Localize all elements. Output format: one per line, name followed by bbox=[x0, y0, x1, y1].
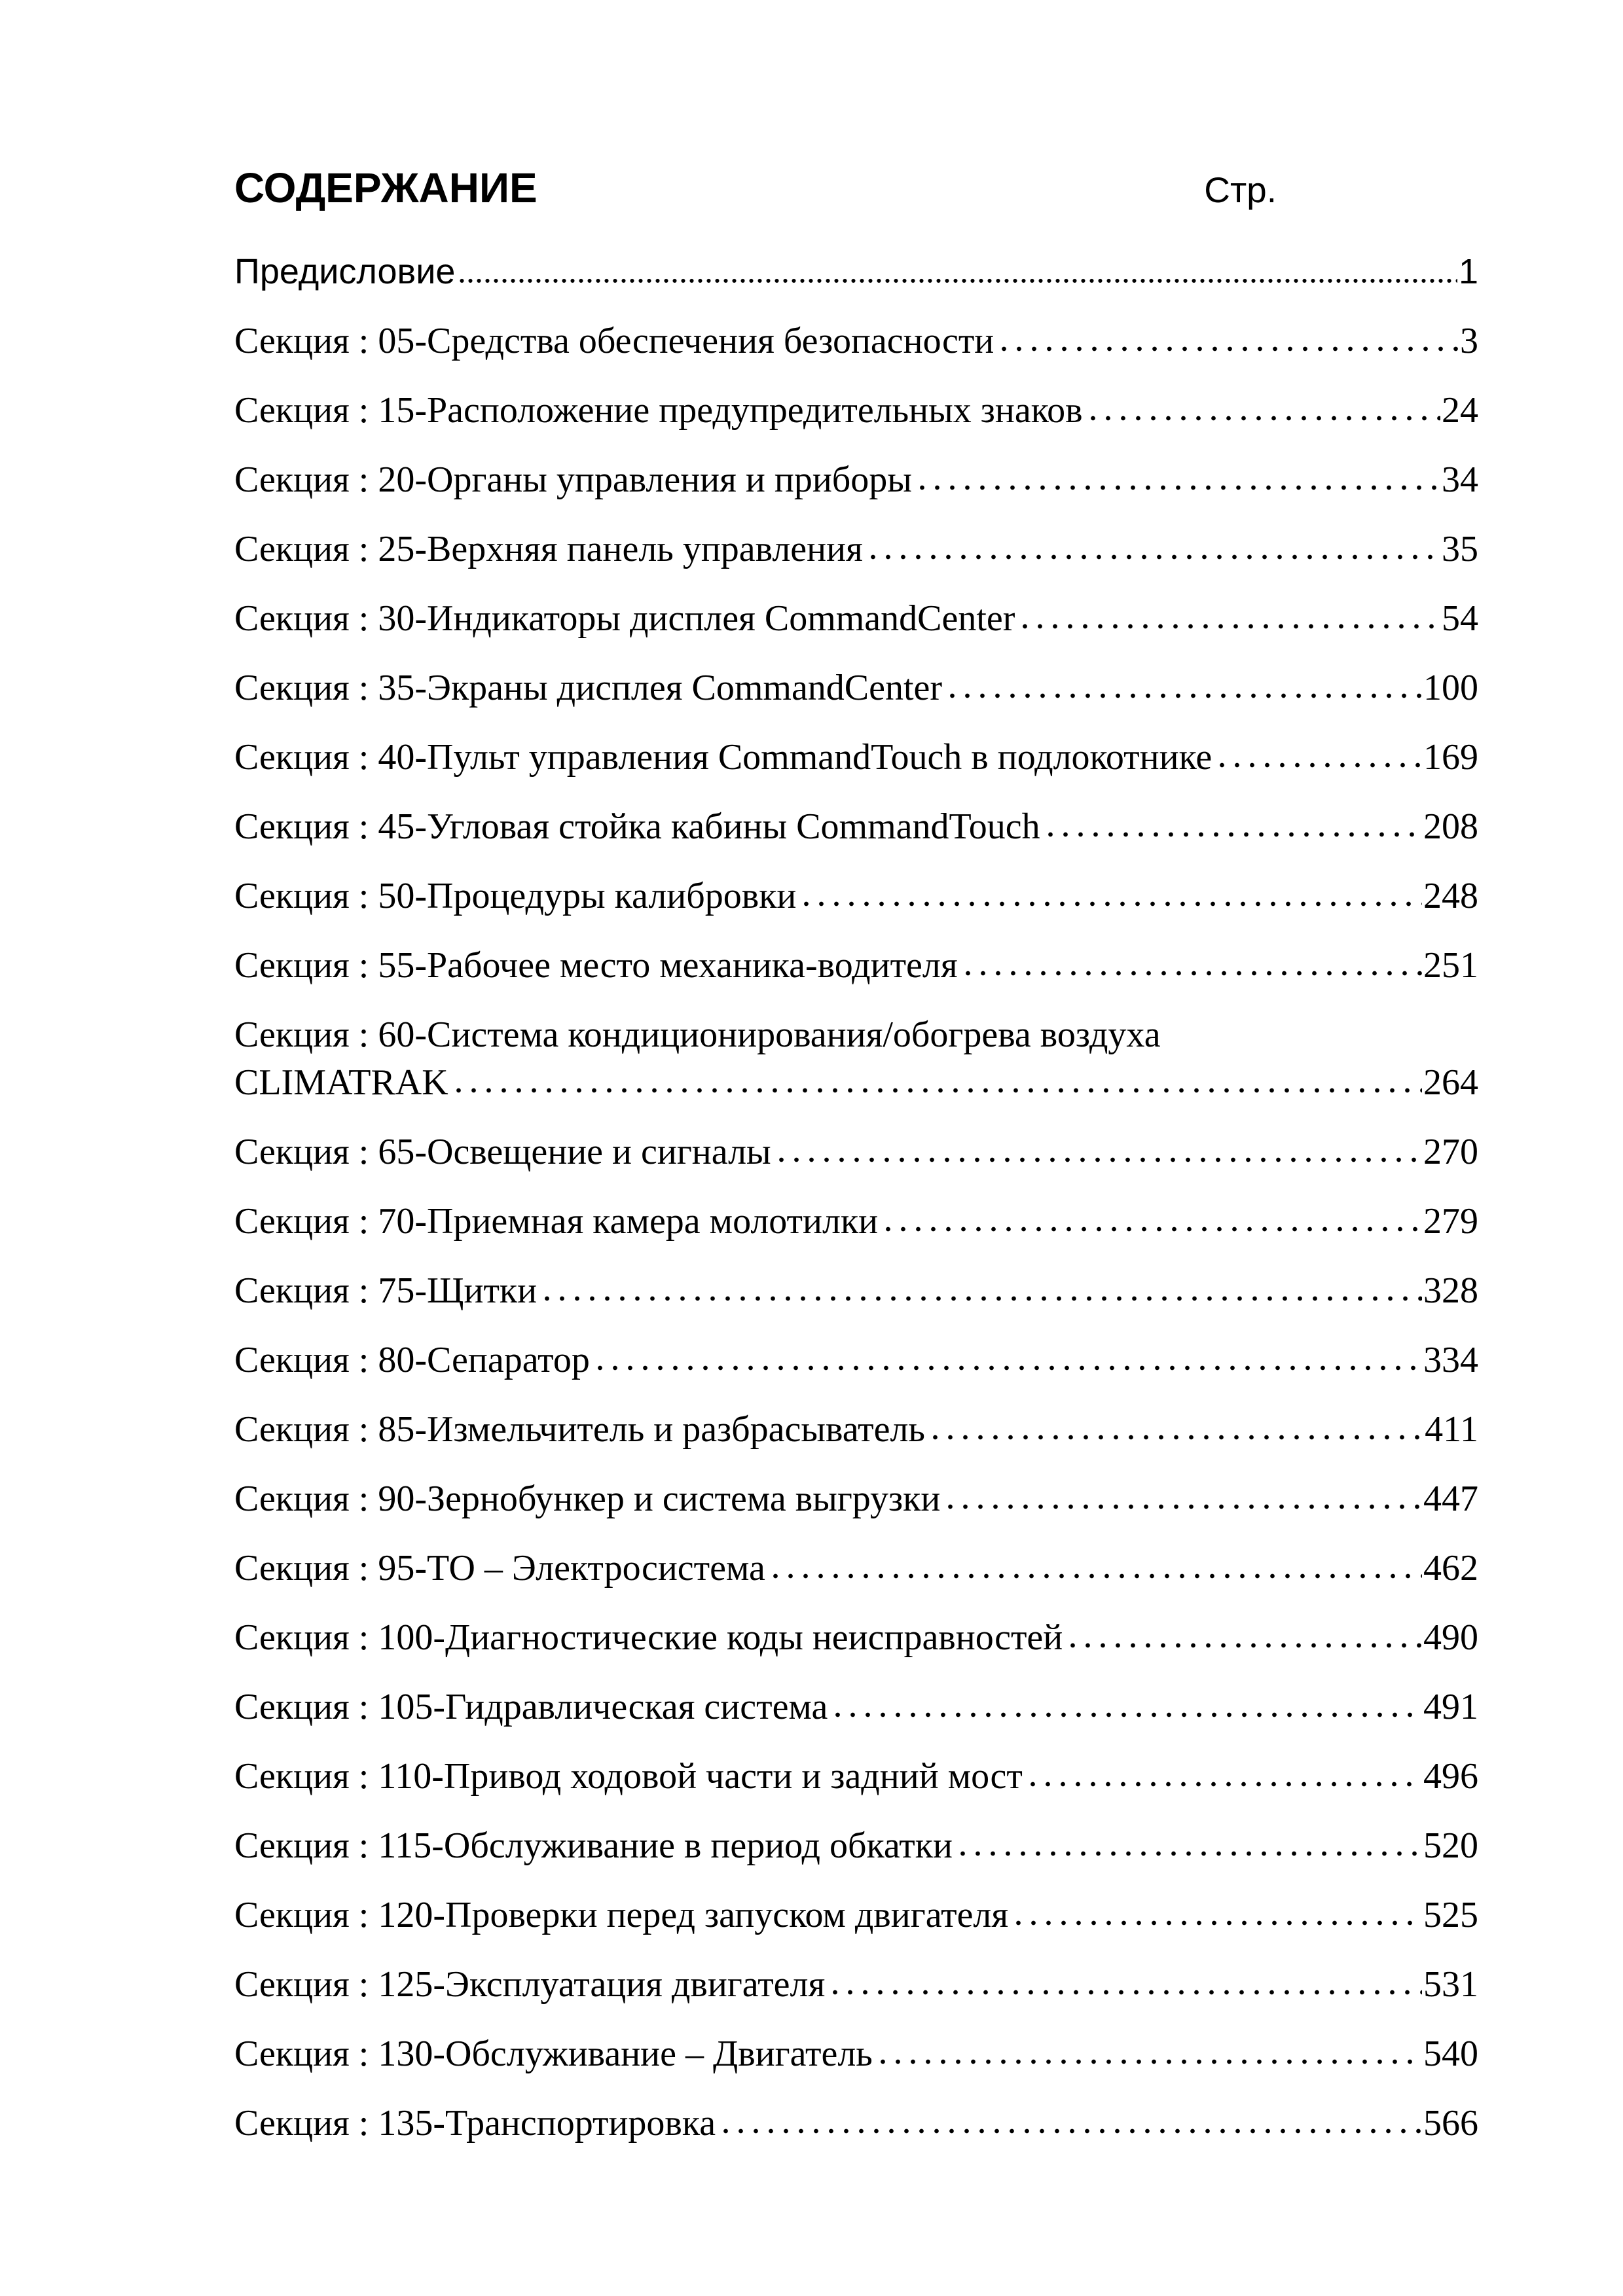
toc-entry bbox=[234, 1342, 1478, 1379]
toc-entry-page: 328 bbox=[1423, 1270, 1478, 1311]
toc-entry-title: Секция : 130-Обслуживание – Двигатель bbox=[234, 2034, 873, 2074]
toc-entry-page: 248 bbox=[1423, 876, 1478, 916]
toc-entry-title: Секция : 15-Расположение предупредительных знаков bbox=[234, 390, 1083, 431]
toc-entry-title: Секция : 30-Индикаторы дисплея CommandCenter bbox=[234, 598, 1015, 639]
toc-entry bbox=[234, 1689, 1478, 1726]
toc-entry bbox=[234, 2036, 1478, 2073]
toc-entry-title: Секция : 120-Проверки перед запуском двигателя bbox=[234, 1895, 1009, 1935]
toc-entry-page: 3 bbox=[1460, 321, 1478, 361]
toc-entry-page: 525 bbox=[1423, 1895, 1478, 1935]
toc-entry-title: Предисловие bbox=[234, 252, 456, 291]
dot-leader bbox=[1017, 622, 1440, 630]
dot-leader bbox=[943, 1503, 1422, 1511]
toc-entry bbox=[234, 1203, 1478, 1240]
toc-entry-page: 279 bbox=[1423, 1201, 1478, 1242]
page-title: СОДЕРЖАНИЕ bbox=[234, 164, 538, 211]
dot-leader bbox=[828, 1988, 1422, 1996]
dot-leader bbox=[539, 1295, 1422, 1302]
dot-leader bbox=[996, 345, 1459, 353]
dot-leader bbox=[881, 1225, 1422, 1233]
toc-entry-page: 334 bbox=[1423, 1340, 1478, 1380]
dot-leader bbox=[1025, 1780, 1422, 1788]
toc-entry bbox=[234, 1619, 1478, 1657]
dot-leader bbox=[875, 2058, 1422, 2066]
toc-entry bbox=[234, 2105, 1478, 2142]
toc-entry-page: 54 bbox=[1442, 598, 1478, 639]
dot-leader bbox=[915, 484, 1440, 492]
toc-entry bbox=[234, 392, 1478, 429]
toc-entry bbox=[234, 1480, 1478, 1518]
toc-entry-title: Секция : 85-Измельчитель и разбрасыватель bbox=[234, 1409, 925, 1450]
dot-leader bbox=[1065, 1641, 1422, 1649]
toc-entry-title: Секция : 65-Освещение и сигналы bbox=[234, 1132, 771, 1172]
toc-entry-title: Секция : 25-Верхняя панель управления bbox=[234, 529, 863, 569]
toc-entry-page: 24 bbox=[1442, 390, 1478, 431]
toc-entry-title: Секция : 40-Пульт управления CommandTouch в подлокотнике bbox=[234, 737, 1213, 778]
toc-entry-title: Секция : 75-Щитки bbox=[234, 1270, 538, 1311]
toc-entry bbox=[234, 1134, 1478, 1171]
toc-entry-title: Секция : 125-Эксплуатация двигателя bbox=[234, 1964, 826, 2005]
toc-entry-page: 270 bbox=[1423, 1132, 1478, 1172]
dot-leader bbox=[1214, 761, 1422, 769]
toc-entry-title: Секция : 45-Угловая стойка кабины CommandTouch bbox=[234, 806, 1040, 847]
toc-entry bbox=[234, 1897, 1478, 1934]
toc-entry bbox=[234, 878, 1478, 915]
toc-entry bbox=[234, 323, 1478, 360]
toc-entry-page: 462 bbox=[1423, 1548, 1478, 1588]
toc-entry bbox=[234, 461, 1478, 499]
toc-entry-title: CLIMATRAK bbox=[234, 1062, 448, 1103]
toc-entry-title: Секция : 115-Обслуживание в период обкатки bbox=[234, 1825, 953, 1866]
toc-entry bbox=[234, 531, 1478, 568]
dot-leader bbox=[960, 969, 1422, 977]
dot-leader bbox=[955, 1850, 1422, 1857]
dot-leader bbox=[768, 1572, 1422, 1580]
toc-entry-title: Секция : 55-Рабочее место механика-водителя bbox=[234, 945, 958, 986]
toc-entry bbox=[234, 1016, 1478, 1054]
toc-entry-page: 251 bbox=[1423, 945, 1478, 986]
toc-entry-title: Секция : 105-Гидравлическая система bbox=[234, 1687, 828, 1727]
toc-entry-title: Секция : 35-Экраны дисплея CommandCenter bbox=[234, 668, 943, 708]
toc-entry-page: 491 bbox=[1423, 1687, 1478, 1727]
toc-entry-title: Секция : 20-Органы управления и приборы bbox=[234, 459, 912, 500]
toc-entry-preface bbox=[234, 253, 1478, 291]
page-column-label: Стр. bbox=[1204, 170, 1277, 210]
toc-entry-page: 208 bbox=[1423, 806, 1478, 847]
toc-entry-page: 411 bbox=[1425, 1409, 1478, 1450]
toc-entry-page: 447 bbox=[1423, 1479, 1478, 1519]
toc-header bbox=[234, 164, 1478, 214]
toc-entry bbox=[234, 947, 1478, 984]
toc-entry-title: Секция : 135-Транспортировка bbox=[234, 2103, 716, 2144]
dot-leader bbox=[928, 1433, 1423, 1441]
toc-entry-page: 35 bbox=[1442, 529, 1478, 569]
dot-leader bbox=[593, 1364, 1422, 1372]
toc-entry bbox=[234, 739, 1478, 776]
toc-entry-page: 1 bbox=[1458, 252, 1478, 291]
dot-leader bbox=[1043, 831, 1422, 838]
toc-entry bbox=[234, 1758, 1478, 1795]
toc-entry bbox=[234, 1550, 1478, 1587]
toc-entry bbox=[234, 1827, 1478, 1865]
toc-entry bbox=[234, 670, 1478, 707]
toc-content bbox=[234, 164, 1478, 2174]
toc-entry bbox=[234, 600, 1478, 637]
dot-leader bbox=[458, 277, 1457, 285]
toc-entry-page: 34 bbox=[1442, 459, 1478, 500]
toc-entry-title: Секция : 80-Сепаратор bbox=[234, 1340, 590, 1380]
dot-leader bbox=[774, 1156, 1422, 1164]
toc-list bbox=[234, 323, 1478, 2142]
toc-entry bbox=[234, 1064, 1478, 1102]
toc-entry-page: 566 bbox=[1423, 2103, 1478, 2144]
toc-entry bbox=[234, 1272, 1478, 1310]
dot-leader bbox=[830, 1711, 1422, 1719]
toc-entry bbox=[234, 1411, 1478, 1448]
toc-entry-title: Секция : 05-Средства обеспечения безопасности bbox=[234, 321, 994, 361]
toc-entry-page: 100 bbox=[1423, 668, 1478, 708]
dot-leader bbox=[1085, 414, 1440, 422]
toc-entry bbox=[234, 808, 1478, 846]
toc-entry-page: 490 bbox=[1423, 1617, 1478, 1658]
toc-entry-page: 540 bbox=[1423, 2034, 1478, 2074]
toc-entry-page: 496 bbox=[1423, 1756, 1478, 1797]
dot-leader bbox=[799, 900, 1422, 908]
toc-entry-page: 169 bbox=[1423, 737, 1478, 778]
dot-leader bbox=[866, 553, 1440, 561]
dot-leader bbox=[718, 2127, 1422, 2135]
toc-entry-page: 520 bbox=[1423, 1825, 1478, 1866]
dot-leader bbox=[451, 1086, 1422, 1094]
toc-entry-title: Секция : 60-Система кондиционирования/обогрева воздуха bbox=[234, 1014, 1161, 1055]
toc-entry-title: Секция : 100-Диагностические коды неисправностей bbox=[234, 1617, 1063, 1658]
toc-entry-page: 264 bbox=[1423, 1062, 1478, 1103]
toc-entry-title: Секция : 50-Процедуры калибровки bbox=[234, 876, 797, 916]
dot-leader bbox=[1011, 1919, 1422, 1927]
toc-entry-title: Секция : 110-Привод ходовой части и задний мост bbox=[234, 1756, 1023, 1797]
toc-entry-title: Секция : 70-Приемная камера молотилки bbox=[234, 1201, 879, 1242]
toc-entry-title: Секция : 90-Зернобункер и система выгрузки bbox=[234, 1479, 941, 1519]
toc-entry-page: 531 bbox=[1423, 1964, 1478, 2005]
dot-leader bbox=[945, 692, 1422, 700]
toc-entry bbox=[234, 1966, 1478, 2003]
toc-entry-title: Секция : 95-ТО – Электросистема bbox=[234, 1548, 765, 1588]
